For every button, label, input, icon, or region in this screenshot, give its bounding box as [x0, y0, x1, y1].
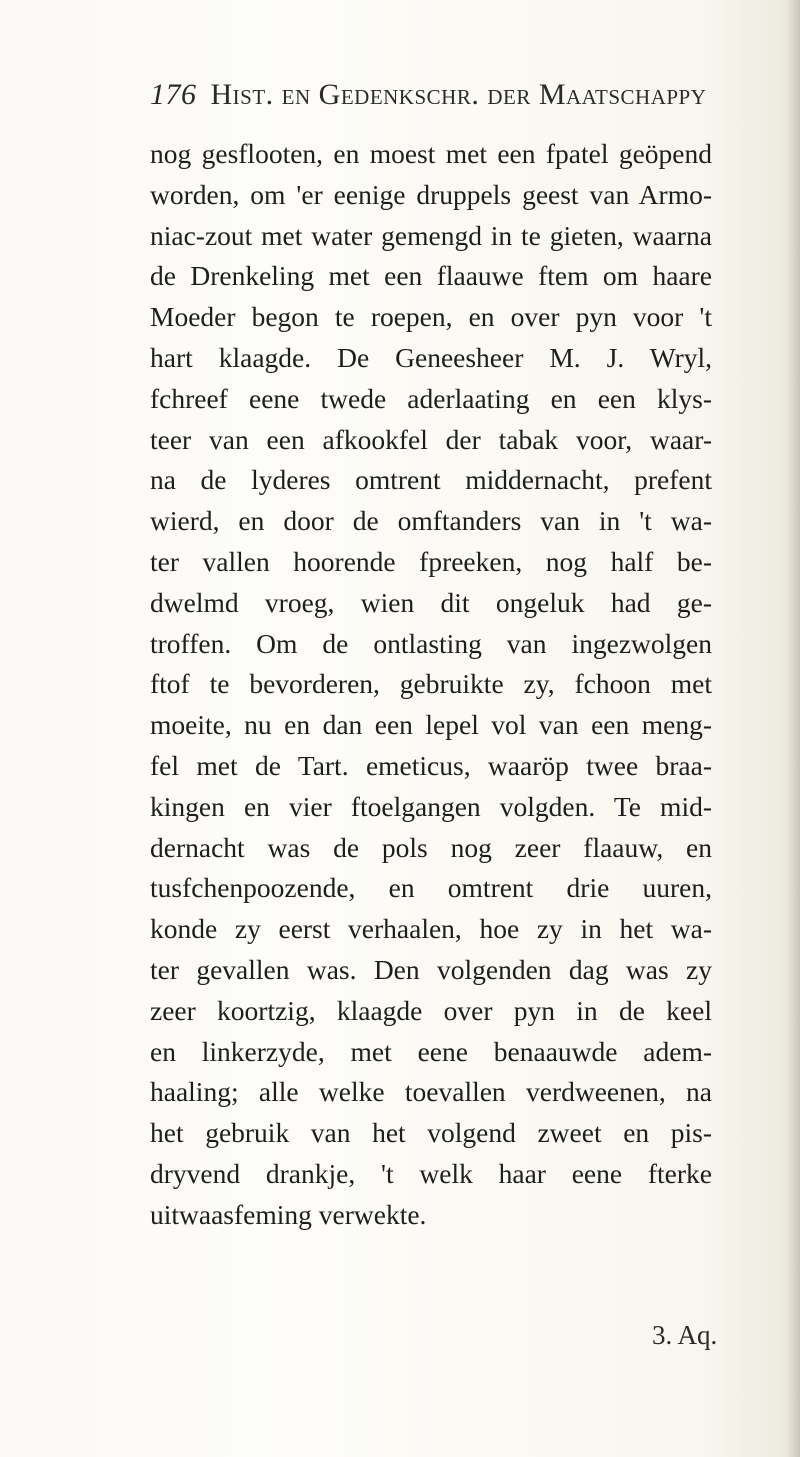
text-line: zeer koortzig, klaagde over pyn in de keel [150, 994, 712, 1026]
text-line: teer van een afkookfel der tabak voor, waar- [150, 423, 712, 455]
text-line: uitwaasfeming verwekte. [150, 1198, 427, 1230]
text-line: nog gesflooten, en moest met een fpatel geöpend [150, 138, 712, 169]
text-line: konde zy eerst verhaalen, hoe zy in het wa- [150, 913, 712, 945]
text-line: dryvend drankje, 't welk haar eene fterke [150, 1157, 712, 1189]
page-number: 176 [150, 78, 197, 111]
text-line: ter gevallen was. Den volgenden dag was zy [150, 953, 712, 985]
text-line: het gebruik van het volgend zweet en pis- [150, 1117, 712, 1149]
text-line: hart klaagde. De Geneesheer M. J. Wryl, [150, 341, 712, 373]
text-line: ftof te bevorderen, gebruikte zy, fchoon met [150, 668, 712, 700]
text-line: worden, om 'er eenige druppels geest van Armo- [150, 178, 712, 210]
text-line: dernacht was de pols nog zeer flaauw, en [150, 831, 712, 863]
text-line: kingen en vier ftoelgangen volgden. Te mid- [150, 790, 712, 822]
text-line: ter vallen hoorende fpreeken, nog half be- [150, 545, 712, 577]
catchword: 3. Aq. [652, 1320, 718, 1350]
running-head [150, 78, 790, 112]
text-line: moeite, nu en dan een lepel vol van een meng- [150, 709, 712, 741]
text-line: haaling; alle welke toevallen verdweenen, na [150, 1076, 712, 1108]
text-line: wierd, en door de omftanders van in 't wa- [150, 505, 712, 537]
page-edge-shadow [786, 0, 800, 1457]
text-line: Moeder begon te roepen, en over pyn voor 't [150, 301, 712, 333]
text-line: fel met de Tart. emeticus, waaröp twee braa- [150, 749, 712, 781]
text-line: fchreef eene twede aderlaating en een klys- [150, 382, 712, 414]
text-line: tusfchenpoozende, en omtrent drie uuren, [150, 872, 712, 904]
running-head-title: Hist. en Gedenkschr. der Maatschappy [210, 78, 707, 111]
text-line: troffen. Om de ontlasting van ingezwolgen [150, 627, 712, 659]
text-line: de Drenkeling met een flaauwe ftem om haare [150, 260, 712, 292]
body-text [150, 134, 712, 1236]
text-line: dwelmd vroeg, wien dit ongeluk had ge- [150, 586, 712, 618]
text-line: na de lyderes omtrent middernacht, prefent [150, 464, 712, 496]
text-line: en linkerzyde, met eene benaauwde adem- [150, 1035, 712, 1067]
text-line: niac-zout met water gemengd in te gieten, waarna [150, 219, 712, 251]
